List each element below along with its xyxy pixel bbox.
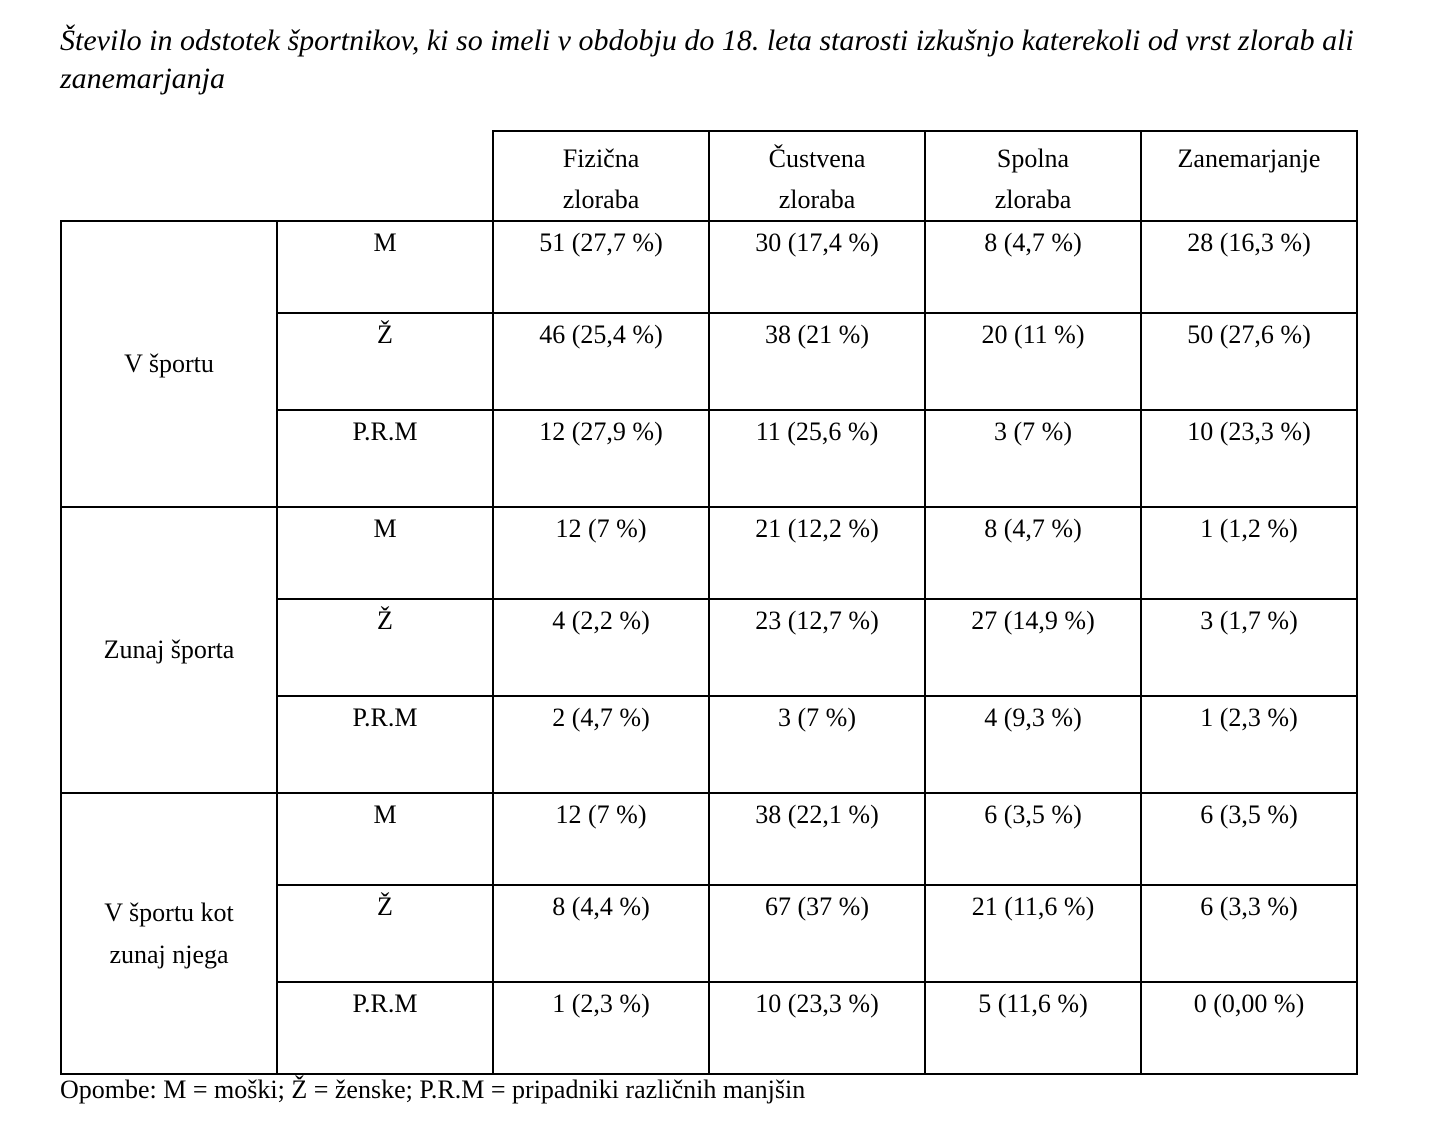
table-cell: 46 (25,4 %): [493, 313, 709, 410]
row-label: P.R.M: [277, 410, 493, 507]
table-cell: 11 (25,6 %): [709, 410, 925, 507]
table-row: [61, 507, 1357, 599]
table-cell: 21 (11,6 %): [925, 885, 1141, 982]
table-cell: 3 (1,7 %): [1141, 599, 1357, 696]
row-label: M: [277, 507, 493, 599]
column-header-line2: zloraba: [562, 185, 640, 214]
column-header-line2: zloraba: [778, 185, 856, 214]
row-label: Ž: [277, 313, 493, 410]
table-cell: 38 (21 %): [709, 313, 925, 410]
table-cell: 3 (7 %): [925, 410, 1141, 507]
column-header-line2: zloraba: [994, 185, 1072, 214]
group-label-in-and-outside-sport: [61, 793, 277, 1074]
group-label-line1: Zunaj športa: [103, 635, 235, 664]
column-header-line1: Zanemarjanje: [1177, 144, 1321, 173]
table-footnote: Opombe: M = moški; Ž = ženske; P.R.M = pripadniki različnih manjšin: [60, 1075, 806, 1104]
header-row: [61, 131, 1357, 221]
table-cell: 6 (3,3 %): [1141, 885, 1357, 982]
table-cell: 27 (14,9 %): [925, 599, 1141, 696]
table-cell: 21 (12,2 %): [709, 507, 925, 599]
table-cell: 8 (4,4 %): [493, 885, 709, 982]
table-cell: 2 (4,7 %): [493, 696, 709, 793]
table-cell: 4 (2,2 %): [493, 599, 709, 696]
row-label: M: [277, 793, 493, 885]
table-cell: 12 (7 %): [493, 793, 709, 885]
column-header-emotional: [709, 131, 925, 221]
row-label: M: [277, 221, 493, 313]
row-label: P.R.M: [277, 696, 493, 793]
row-label: Ž: [277, 885, 493, 982]
group-label-outside-sport: [61, 507, 277, 793]
table-cell: 10 (23,3 %): [709, 982, 925, 1074]
table-cell: 8 (4,7 %): [925, 507, 1141, 599]
table-cell: 8 (4,7 %): [925, 221, 1141, 313]
group-label-line2: zunaj njega: [109, 939, 229, 969]
table-cell: 1 (1,2 %): [1141, 507, 1357, 599]
table-cell: 30 (17,4 %): [709, 221, 925, 313]
table-cell: 6 (3,5 %): [925, 793, 1141, 885]
column-header-line1: Čustvena: [768, 144, 866, 173]
header-blank-subgroup: [277, 131, 493, 221]
row-label: Ž: [277, 599, 493, 696]
table-cell: 51 (27,7 %): [493, 221, 709, 313]
column-header-physical: [493, 131, 709, 221]
abuse-statistics-table: [60, 130, 1358, 1075]
table-cell: 28 (16,3 %): [1141, 221, 1357, 313]
table-caption: Število in odstotek športnikov, ki so imeli v obdobju do 18. leta starosti izkušnjo katerekoli od vrst zlorab ali zanemarjanja: [60, 24, 1354, 95]
column-header-sexual: [925, 131, 1141, 221]
table-cell: 3 (7 %): [709, 696, 925, 793]
group-label-line1: V športu kot: [104, 897, 234, 927]
table-cell: 1 (2,3 %): [1141, 696, 1357, 793]
table-cell: 12 (27,9 %): [493, 410, 709, 507]
table-cell: 6 (3,5 %): [1141, 793, 1357, 885]
table-cell: 5 (11,6 %): [925, 982, 1141, 1074]
table-cell: 1 (2,3 %): [493, 982, 709, 1074]
group-label-line1: V športu: [124, 349, 214, 378]
group-label-in-sport: [61, 221, 277, 507]
table-cell: 50 (27,6 %): [1141, 313, 1357, 410]
row-label: P.R.M: [277, 982, 493, 1074]
table-cell: 67 (37 %): [709, 885, 925, 982]
column-header-neglect: [1141, 131, 1357, 221]
table-cell: 23 (12,7 %): [709, 599, 925, 696]
column-header-line1: Fizična: [562, 144, 640, 173]
header-blank-group: [61, 131, 277, 221]
table-cell: 12 (7 %): [493, 507, 709, 599]
table-row: [61, 221, 1357, 313]
table-cell: 0 (0,00 %): [1141, 982, 1357, 1074]
table-row: [61, 793, 1357, 885]
table-cell: 10 (23,3 %): [1141, 410, 1357, 507]
table-cell: 38 (22,1 %): [709, 793, 925, 885]
table-cell: 20 (11 %): [925, 313, 1141, 410]
table-cell: 4 (9,3 %): [925, 696, 1141, 793]
column-header-line1: Spolna: [996, 144, 1070, 173]
